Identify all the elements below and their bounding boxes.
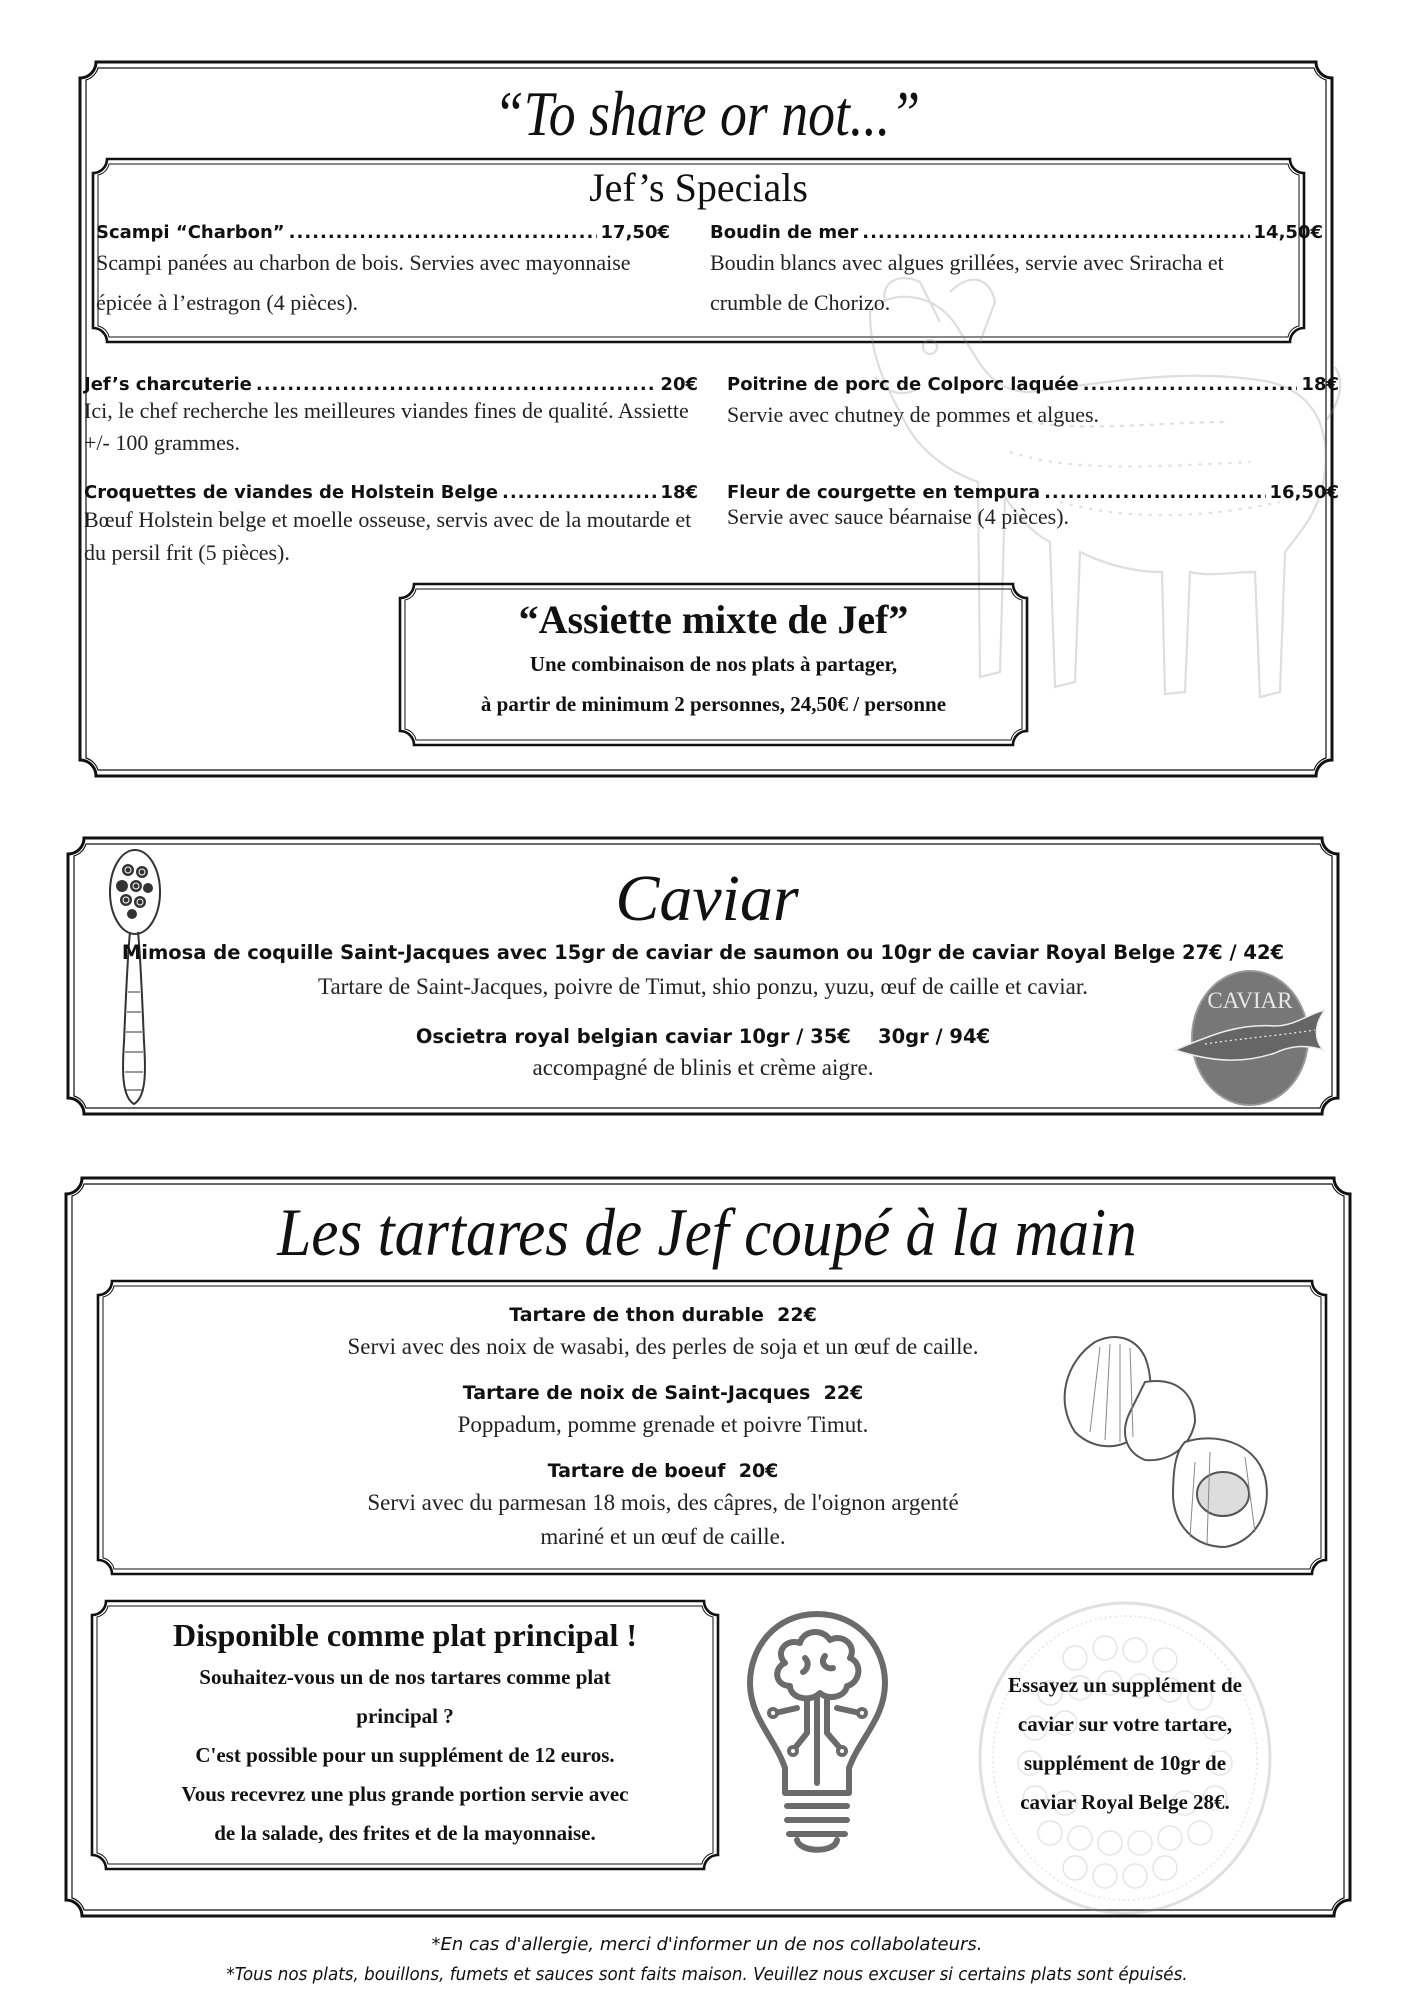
item-description: Ici, le chef recherche les meilleures viandes fines de qualité. Assiette +/- 100 grammes. [84,398,689,455]
main-course-line: Souhaitez-vous un de nos tartares comme plat [199,1665,611,1689]
share-section-title: “To share or not...” [493,78,921,149]
supplement-line: supplément de 10gr de [1023,1751,1227,1775]
item-price: 18€ [660,482,698,503]
item-price: 18€ [1301,374,1339,395]
mixte-line-2: à partir de minimum 2 personnes, 24,50€ / personne [480,692,947,716]
item-price: 16,50€ [1269,482,1339,503]
main-course-line: principal ? [356,1704,454,1728]
tartare-desc: mariné et un œuf de caille. [540,1524,786,1549]
caviar-item-2-title: Oscietra royal belgian caviar 10gr / 35€ 30gr / 94€ [415,1025,991,1048]
item-description: Scampi panées au charbon de bois. Servies avec mayonnaise épicée à l’estragon (4 pièces). [96,250,631,315]
item-price: 17,50€ [600,222,670,243]
tartare-desc: Servi avec du parmesan 18 mois, des câpres, de l'oignon argenté [367,1490,959,1515]
specials-title: Jef’s Specials [589,165,808,210]
caviar-item-1-desc: Tartare de Saint-Jacques, poivre de Timut, shio ponzu, yuzu, œuf de caille et caviar. [318,974,1088,999]
mixte-line-1: Une combinaison de nos plats à partager, [529,652,898,676]
supplement-line: Essayez un supplément de [1008,1673,1242,1697]
caviar-badge-text: CAVIAR [1207,988,1293,1013]
item-name: Poitrine de porc de Colporc laquée [727,374,1079,395]
supplement-line: caviar sur votre tartare, [1017,1712,1233,1736]
mixte-title: “Assiette mixte de Jef” [518,597,909,642]
supplement-line: caviar Royal Belge 28€. [1020,1790,1230,1814]
item-name: Fleur de courgette en tempura [727,482,1041,503]
caviar-item-1-title: Mimosa de coquille Saint-Jacques avec 15gr de caviar de saumon ou 10gr de caviar Royal Belge 27€ / 42€ [121,941,1285,964]
lightbulb-brain-icon [745,1608,890,1858]
tartare-name: Tartare de noix de Saint-Jacques 22€ [462,1382,864,1404]
item-description: Boudin blancs avec algues grillées, servie avec Sriracha et crumble de Chorizo. [710,250,1224,315]
footer-notes [0,1930,1414,1990]
tartares-section-title: Les tartares de Jef coupé à la main [277,1194,1137,1270]
item-name: Scampi “Charbon” [96,222,285,243]
item-description: Servie avec sauce béarnaise (4 pièces). [727,504,1070,529]
item-name: Boudin de mer [710,222,859,243]
item-description: Bœuf Holstein belge et moelle osseuse, servis avec de la moutarde et du persil frit (5 pièces). [84,507,692,565]
item-name: Croquettes de viandes de Holstein Belge [84,482,498,503]
homemade-note: *Tous nos plats, bouillons, fumets et sauces sont faits maison. Veuillez nous excuser si certains plats sont épuisés. [226,1964,1188,1985]
main-course-title: Disponible comme plat principal ! [172,1617,637,1653]
tartare-name: Tartare de thon durable 22€ [509,1304,817,1326]
item-name: Jef’s charcuterie [84,374,252,395]
allergy-note: *En cas d'allergie, merci d'informer un de nos collabolateurs. [431,1934,983,1955]
caviar-item-2-desc: accompagné de blinis et crème aigre. [532,1055,874,1080]
caviar-section-title: Caviar [615,862,799,935]
tartare-desc: Poppadum, pomme grenade et poivre Timut. [457,1412,869,1437]
main-course-line: de la salade, des frites et de la mayonnaise. [214,1821,596,1845]
main-course-line: C'est possible pour un supplément de 12 euros. [195,1743,615,1767]
main-course-line: Vous recevrez une plus grande portion servie avec [181,1782,629,1806]
tartare-name: Tartare de boeuf 20€ [547,1460,779,1482]
main-course-box [92,1612,718,1853]
tartare-desc: Servi avec des noix de wasabi, des perles de soja et un œuf de caille. [347,1334,979,1359]
item-description: Servie avec chutney de pommes et algues. [727,402,1100,427]
caviar-supplement [965,1666,1285,1822]
item-price: 20€ [660,374,698,395]
item-price: 14,50€ [1253,222,1323,243]
